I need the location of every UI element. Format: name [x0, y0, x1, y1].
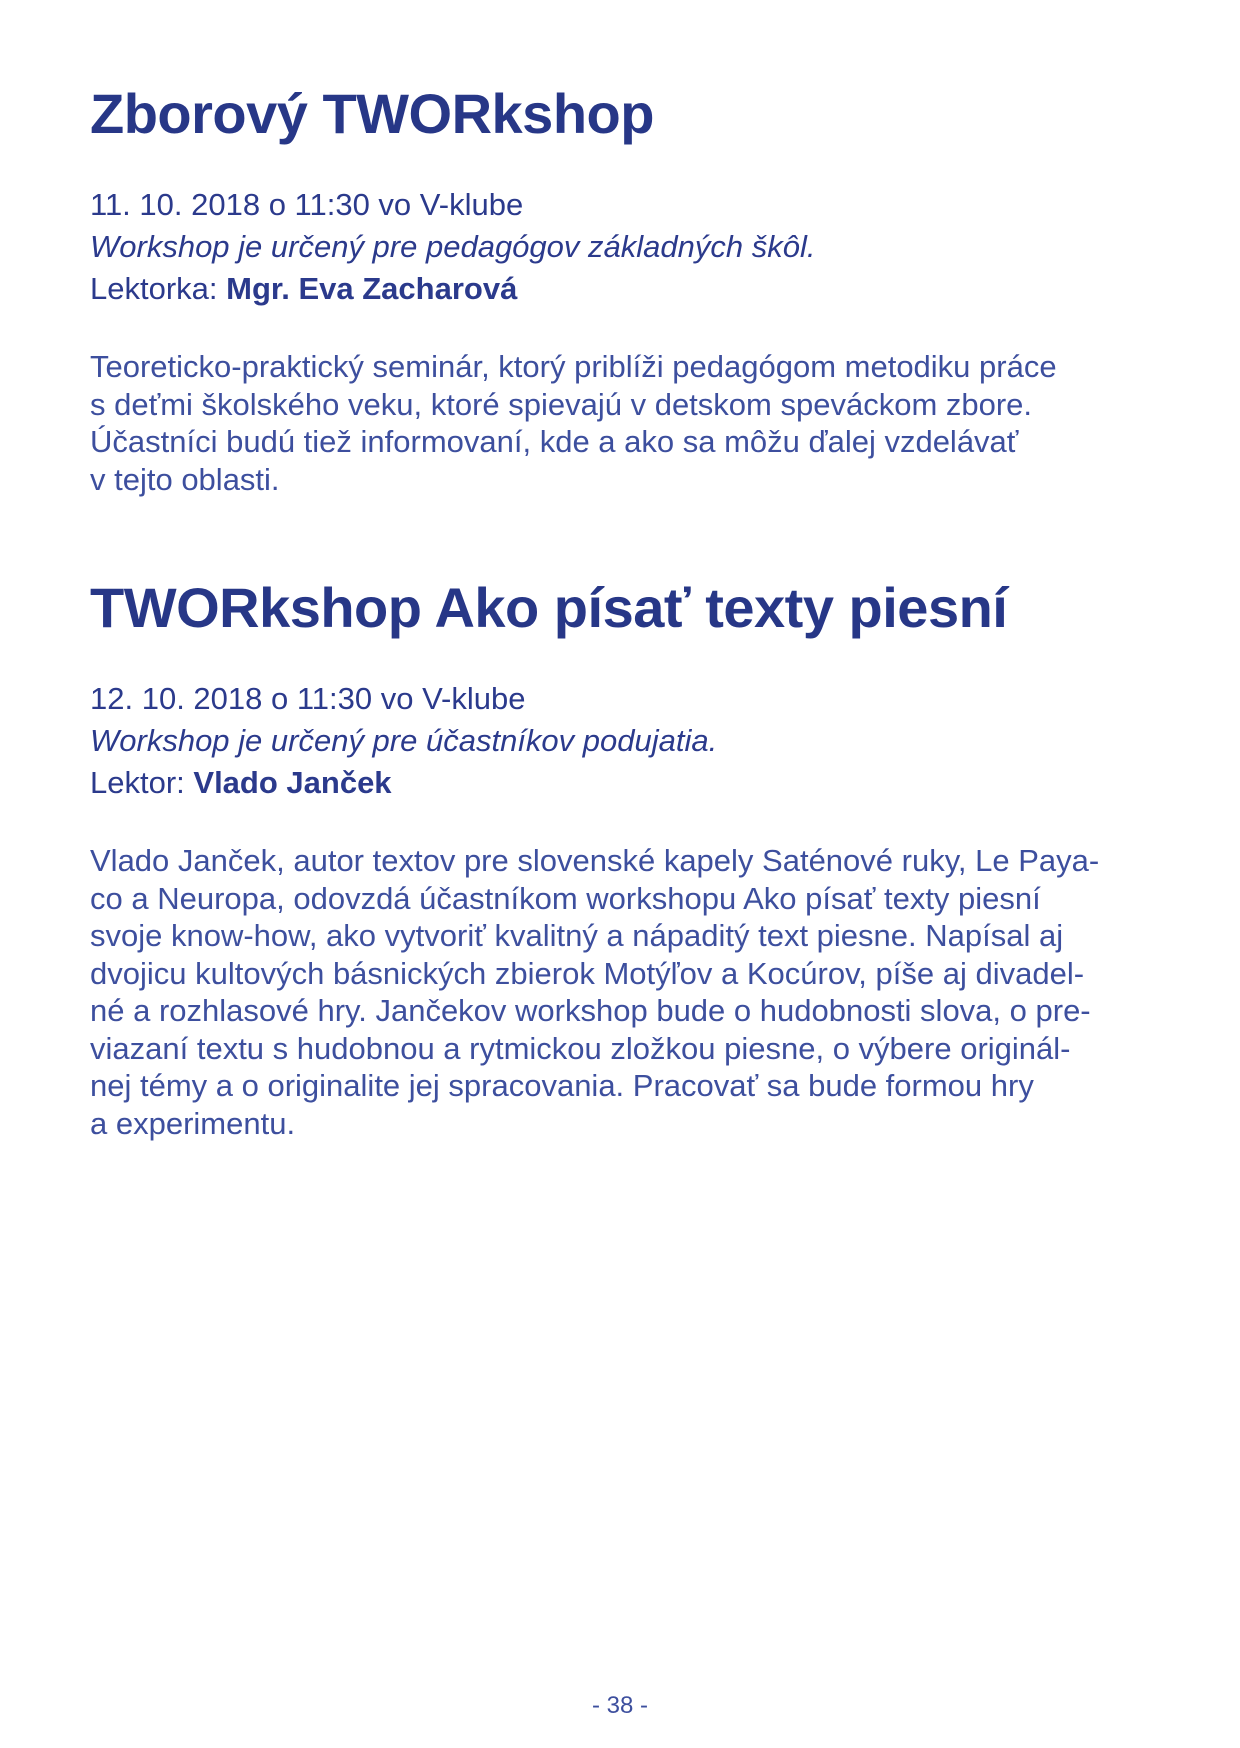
description-line: né a rozhlasové hry. Jančekov workshop bude o hudobnosti slova, o pre- [90, 993, 1091, 1028]
description-line: nej témy a o originalite jej spracovania. Pracovať sa bude formou hry [90, 1068, 1034, 1103]
workshop-lecturer [90, 268, 1170, 310]
lecturer-name: Mgr. Eva Zacharová [226, 271, 518, 306]
description-line: Účastníci budú tiež informovaní, kde a ako sa môžu ďalej vzdelávať [90, 424, 1019, 459]
workshop-description [90, 842, 1170, 1142]
lecturer-label: Lektor: [90, 765, 194, 800]
description-line: viazaní textu s hudobnou a rytmickou zložkou piesne, o výbere originál- [90, 1030, 1071, 1066]
description-line: a experimentu. [90, 1105, 296, 1141]
workshop-audience: Workshop je určený pre pedagógov základných škôl. [90, 229, 816, 264]
workshop-section-zborovy [90, 78, 1170, 498]
lecturer-name: Vlado Janček [193, 765, 392, 800]
workshop-section-texty-piesni [90, 572, 1170, 1142]
description-line: Vlado Janček, autor textov pre slovenské kapely Saténové ruky, Le Paya- [90, 843, 1100, 878]
workshop-lecturer [90, 762, 1170, 804]
lecturer-label: Lektorka: [90, 271, 227, 306]
description-line: Teoreticko-praktický seminár, ktorý priblíži pedagógom metodiku práce [90, 349, 1057, 384]
description-line: dvojicu kultových básnických zbierok Motýľov a Kocúrov, píše aj divadel- [90, 955, 1085, 991]
description-line: s deťmi školského veku, ktoré spievajú v detskom speváckom zbore. [90, 386, 1033, 422]
description-line: svoje know-how, ako vytvoriť kvalitný a nápaditý text piesne. Napísal aj [90, 918, 1064, 953]
workshop-datetime: 12. 10. 2018 o 11:30 vo V-klube [90, 681, 526, 716]
workshop-title: TWORkshop Ako písať texty piesní [90, 576, 1008, 639]
page-number: - 38 - [591, 1692, 648, 1719]
workshop-datetime: 11. 10. 2018 o 11:30 vo V-klube [90, 187, 524, 222]
description-line: co a Neuropa, odovzdá účastníkom workshopu Ako písať texty piesní [90, 880, 1041, 916]
workshop-meta [90, 678, 1170, 804]
workshop-meta [90, 184, 1170, 310]
description-line: v tejto oblasti. [90, 461, 280, 497]
workshop-title: Zborový TWORkshop [90, 82, 654, 145]
workshop-audience: Workshop je určený pre účastníkov podujatia. [90, 723, 718, 758]
workshop-description [90, 348, 1170, 498]
